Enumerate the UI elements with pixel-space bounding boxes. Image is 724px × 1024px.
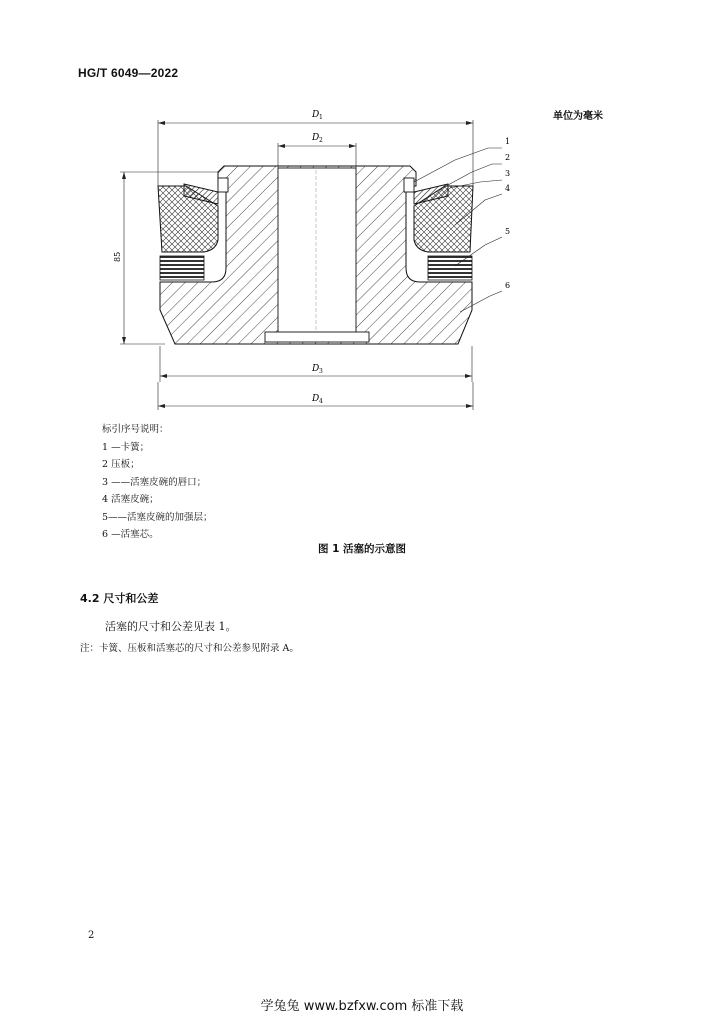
legend-item: 2 压板；	[102, 459, 140, 470]
legend-item: 1 —卡簧；	[102, 441, 150, 453]
d3-label: D	[312, 364, 320, 374]
section-heading: 4.2 尺寸和公差	[80, 592, 159, 605]
callout-numbers	[505, 137, 510, 290]
reinforcement-left	[160, 256, 204, 280]
legend-item: 4 活塞皮碗；	[102, 494, 159, 505]
footer-watermark: 学兔兔 www.bzfxw.com 标准下载	[260, 999, 464, 1014]
section-paragraph: 活塞的尺寸和公差见表 1。	[105, 620, 237, 633]
section-note: 注：卡簧、压板和活塞芯的尺寸和公差参见附录 A。	[80, 643, 299, 654]
d4-label-subscript: 4	[319, 398, 323, 405]
units-label: 单位为毫米	[553, 111, 603, 122]
legend-item: 5——活塞皮碗的加强层；	[102, 511, 213, 523]
d2-label: D	[312, 133, 320, 143]
callout-4: 4	[505, 184, 511, 193]
snap-ring-right	[404, 178, 414, 192]
snap-ring-left	[218, 178, 228, 192]
bore-shoulder	[265, 332, 369, 342]
standard-code: HG/T 6049—2022	[78, 66, 179, 80]
d2-label-subscript: 2	[319, 137, 323, 144]
d1-label-subscript: 1	[319, 114, 323, 121]
legend-item: 6 —活塞芯。	[102, 529, 159, 540]
callout-5: 5	[505, 227, 511, 236]
reinforcement-right	[428, 256, 472, 280]
legend-title: 标引序号说明：	[102, 424, 169, 435]
d4-label: D	[312, 394, 320, 404]
height-label: 85	[113, 251, 122, 262]
callout-3: 3	[505, 169, 511, 178]
d1-label: D	[312, 110, 320, 120]
callout-1: 1	[505, 137, 511, 146]
piston-diagram	[100, 100, 570, 420]
page-number: 2	[88, 930, 95, 941]
legend-item: 3 ——活塞皮碗的唇口；	[102, 476, 207, 488]
callout-6: 6	[505, 281, 511, 290]
d3-label-subscript: 3	[319, 368, 323, 375]
figure-legend	[102, 421, 213, 544]
figure-caption: 图 1 活塞的示意图	[317, 543, 407, 555]
center-bore	[278, 168, 356, 334]
callout-2: 2	[505, 153, 511, 162]
